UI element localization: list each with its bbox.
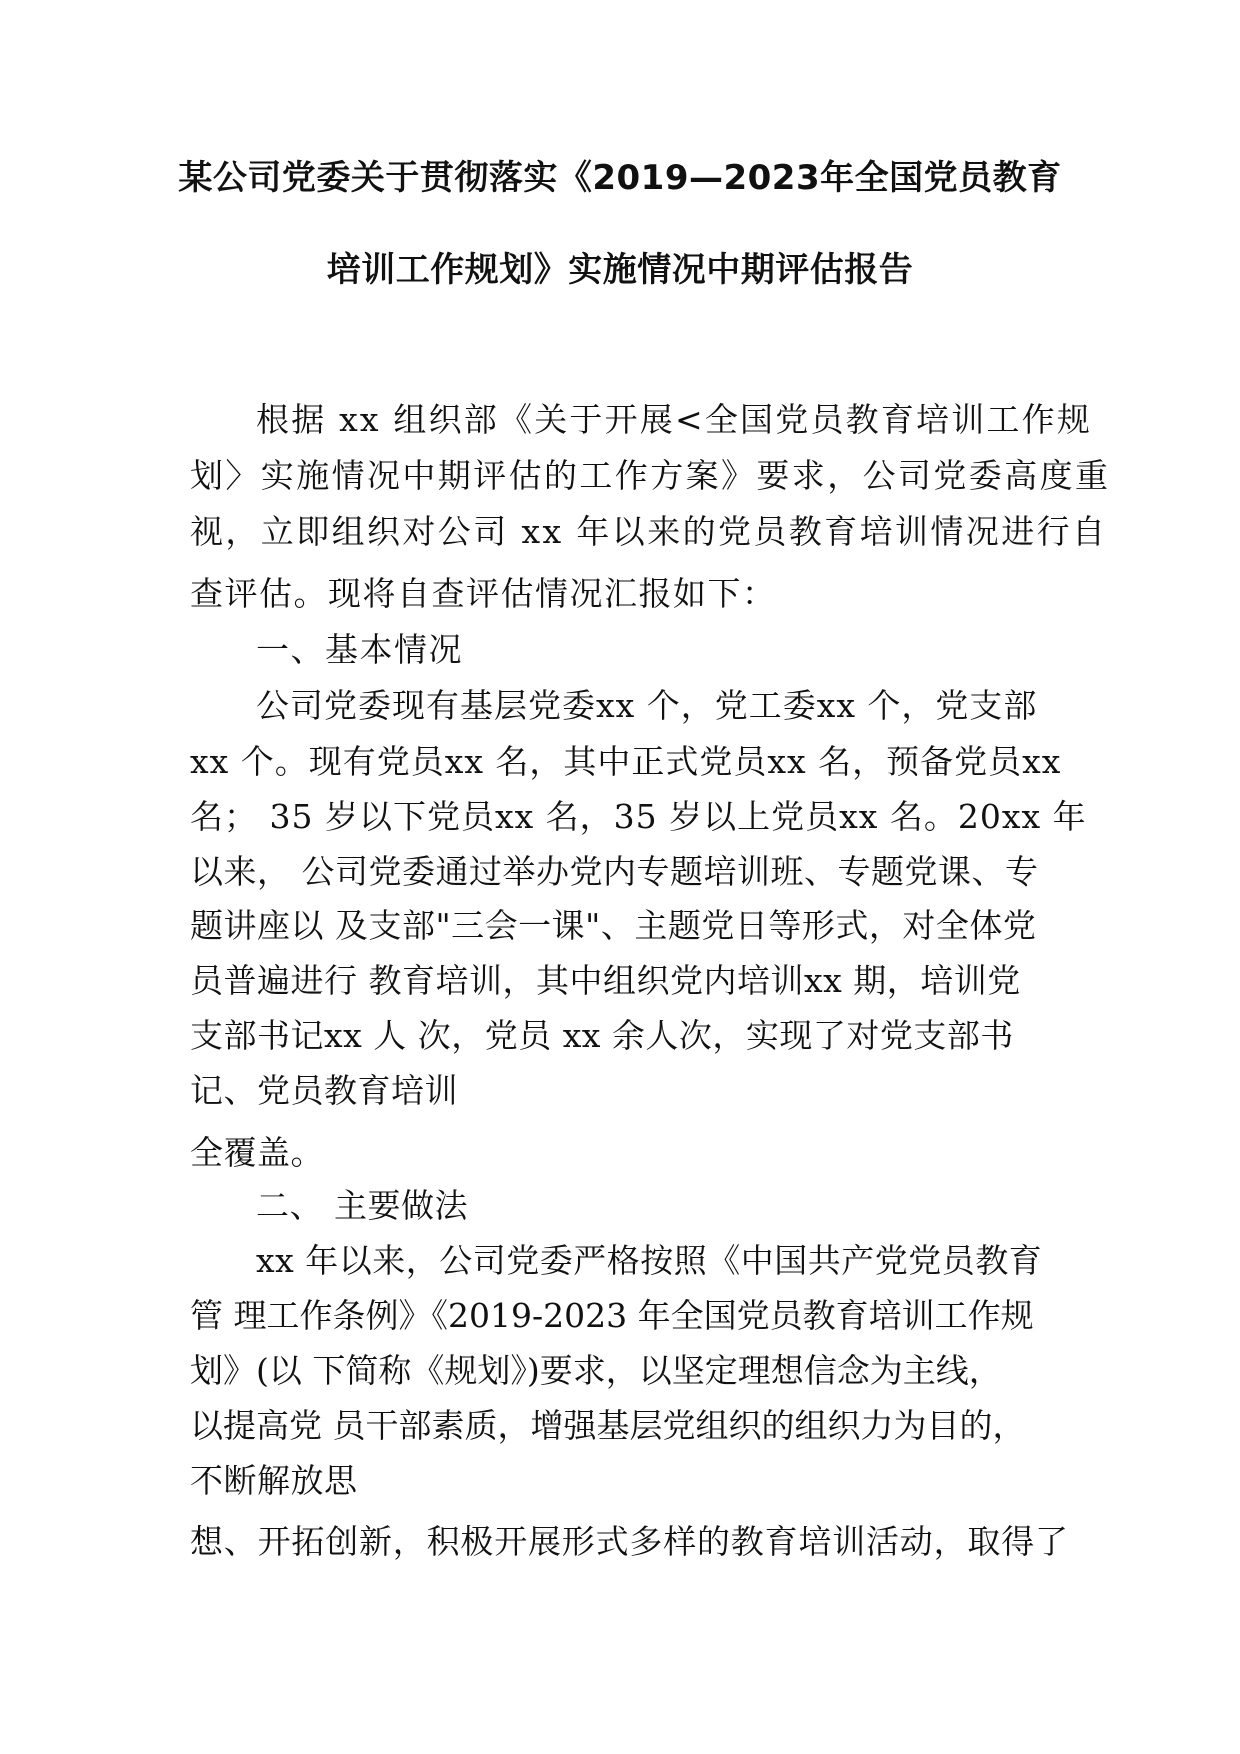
- paragraph-line: 记、党员教育培训: [190, 1071, 458, 1110]
- paragraph-line: 公司党委现有基层党委xx 个，党工委xx 个，党支部: [256, 686, 1038, 725]
- paragraph-line: 划〉实施情况中期评估的工作方案》要求，公司党委高度重: [190, 456, 1111, 495]
- section-heading-main-practices: 二、 主要做法: [256, 1186, 468, 1225]
- paragraph-line: 不断解放思: [190, 1461, 358, 1500]
- section-heading-basic: 一、基本情况: [256, 630, 463, 669]
- document-title-line-1: 某公司党委关于贯彻落实《2019—2023年全国党员教育: [178, 158, 1062, 198]
- document-title-line-2: 培训工作规划》实施情况中期评估报告: [326, 250, 914, 290]
- paragraph-line: 以提高党 员干部素质，增强基层党组织的组织力为目的，: [190, 1406, 1026, 1445]
- paragraph-line: 划》(以 下简称《规划》)要求，以坚定理想信念为主线，: [190, 1351, 1002, 1390]
- paragraph-line: 全覆盖。: [190, 1133, 324, 1172]
- paragraph-line: 视，立即组织对公司 xx 年以来的党员教育培训情况进行自: [190, 512, 1108, 551]
- paragraph-line: 查评估。现将自查评估情况汇报如下：: [190, 574, 777, 613]
- paragraph-line: xx 年以来，公司党委严格按照《中国共产党党员教育: [256, 1241, 1043, 1280]
- paragraph-line: 以来， 公司党委通过举办党内专题培训班、专题党课、专: [190, 852, 1039, 891]
- paragraph-line: 题讲座以 及支部"三会一课"、主题党日等形式，对全体党: [190, 906, 1037, 945]
- paragraph-line: 支部书记xx 人 次，党员 xx 余人次，实现了对党支部书: [190, 1016, 1014, 1055]
- paragraph-line: xx 个。现有党员xx 名，其中正式党员xx 名，预备党员xx: [190, 742, 1062, 781]
- paragraph-line: 名； 35 岁以下党员xx 名，35 岁以上党员xx 名。20xx 年: [190, 797, 1087, 836]
- paragraph-line: 管 理工作条例》《2019-2023 年全国党员教育培训工作规: [190, 1296, 1034, 1335]
- paragraph-line: 根据 xx 组织部《关于开展<全国党员教育培训工作规: [256, 400, 1093, 439]
- paragraph-line: 员普遍进行 教育培训，其中组织党内培训xx 期，培训党: [190, 961, 1021, 1000]
- paragraph-line: 想、开拓创新，积极开展形式多样的教育培训活动，取得了: [190, 1522, 1069, 1561]
